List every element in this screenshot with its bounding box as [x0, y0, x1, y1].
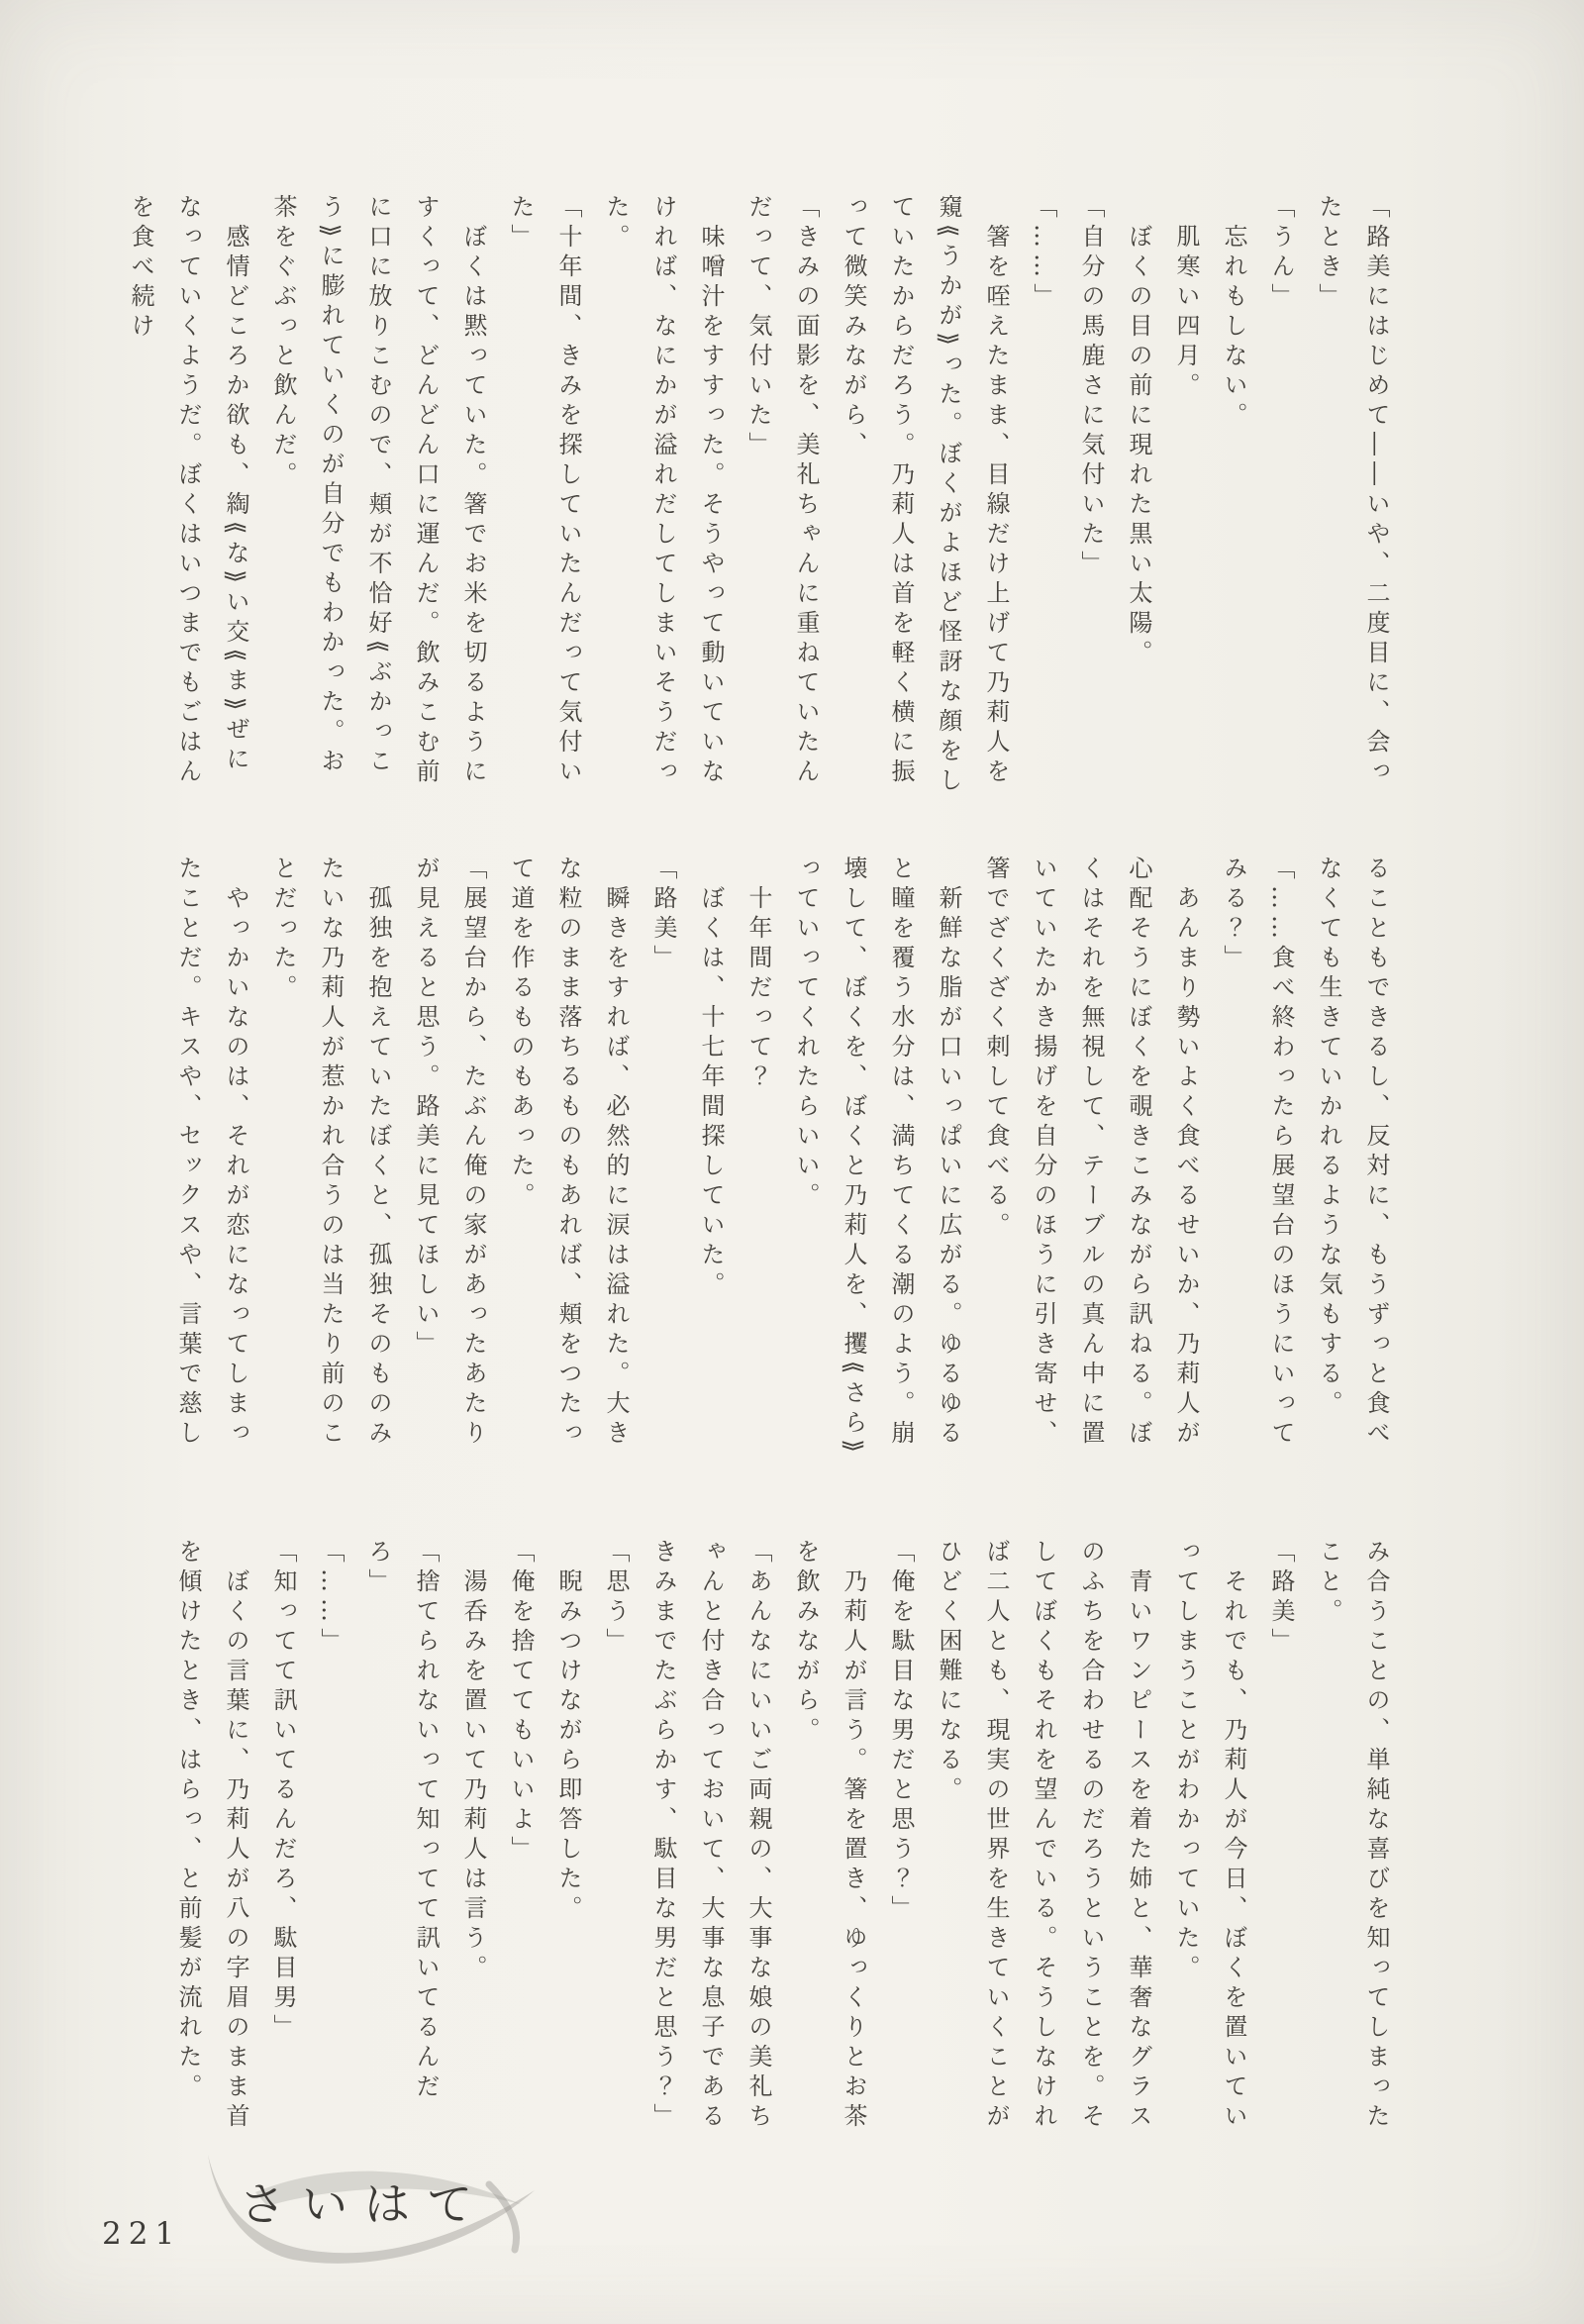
page-footer [0, 2129, 693, 2324]
running-title: さいはて [240, 2177, 489, 2231]
text-block-bottom: み合うことの、単純な喜びを知ってしまったこと。 「路美」 それでも、乃莉人が今日、ぼくを置いていってしまうことがわかっていた。 青いワンピースを着た姉と、華奢なグラスのふちを合わせるのだろうということを。そしてぼくもそれを望んでいる。そうしなければ二人とも、現実の世界を生きていくことがひどく困難になる。 「俺を駄目な男だと思う？」 乃莉人が言う。箸を置き、ゆっくりとお茶を飲みながら。 「あんなにいいご両親の、大事な娘の美礼ちゃんと付き合っておいて、大事な息子であるきみまでたぶらかす、駄目な男だと思う？」 「思う」 睨みつけながら即答した。 「俺を捨ててもいいよ」 湯呑みを置いて乃莉人は言う。 「捨てられないって知ってて訊いてるんだろ」 「……」 「知ってて訊いてるんだろ、駄目男」 ぼくの言葉に、乃莉人が八の字眉のまま首を傾けたとき、はらっ、と前髪が流れた。 [174, 1539, 1390, 2133]
text-block-top: 「路美にはじめて――いや、二度目に、会ったとき」 「うん」 忘れもしない。 肌寒い四月。 ぼくの目の前に現れた黒い太陽。 「自分の馬鹿さに気付いた」 「……」 箸を咥えたまま、目線だけ上げて乃莉人を窺⟪うかが⟫った。ぼくがよほど怪訝な顔をしていたからだろう。乃莉人は首を軽く横に振って微笑みながら、 「きみの面影を、美礼ちゃんに重ねていたんだって、気付いた」 味噌汁をすすった。そうやって動いていなければ、なにかが溢れだしてしまいそうだった。 「十年間、きみを探していたんだって気付いた」 ぼくは黙っていた。箸でお米を切るようにすくって、どんどん口に運んだ。飲みこむ前に口に放りこむので、頬が不恰好⟪ぶかっこう⟫に膨れていくのが自分でもわかった。お茶をぐぶっと飲んだ。 感情どころか欲も、綯⟪な⟫い交⟪ま⟫ぜになっていくようだ。ぼくはいつまでもごはんを食べ続け [127, 194, 1390, 797]
page-number: 221 [102, 2216, 182, 2252]
text-block-middle: ることもできるし、反対に、もうずっと食べなくても生きていかれるような気もする。 「……食べ終わったら展望台のほうにいってみる？」 あんまり勢いよく食べるせいか、乃莉人が心配そうにぼくを覗きこみながら訊ねる。ぼくはそれを無視して、テーブルの真ん中に置いていたかき揚げを自分のほうに引き寄せ、箸でざくざく刺して食べる。 新鮮な脂が口いっぱいに広がる。ゆるゆると瞳を覆う水分は、満ちてくる潮のよう。崩壊して、ぼくを、ぼくと乃莉人を、攫⟪さら⟫っていってくれたらいい。 十年間だって？ ぼくは、十七年間探していた。 「路美」 瞬きをすれば、必然的に涙は溢れた。大きな粒のまま落ちるものもあれば、頬をつたって道を作るものもあった。 「展望台から、たぶん俺の家があったあたりが見えると思う。路美に見てほしい」 孤独を抱えていたぼくと、孤独そのものみたいな乃莉人が惹かれ合うのは当たり前のことだった。 やっかいなのは、それが恋になってしまったことだ。キスや、セックスや、言葉で慈し [174, 856, 1390, 1459]
